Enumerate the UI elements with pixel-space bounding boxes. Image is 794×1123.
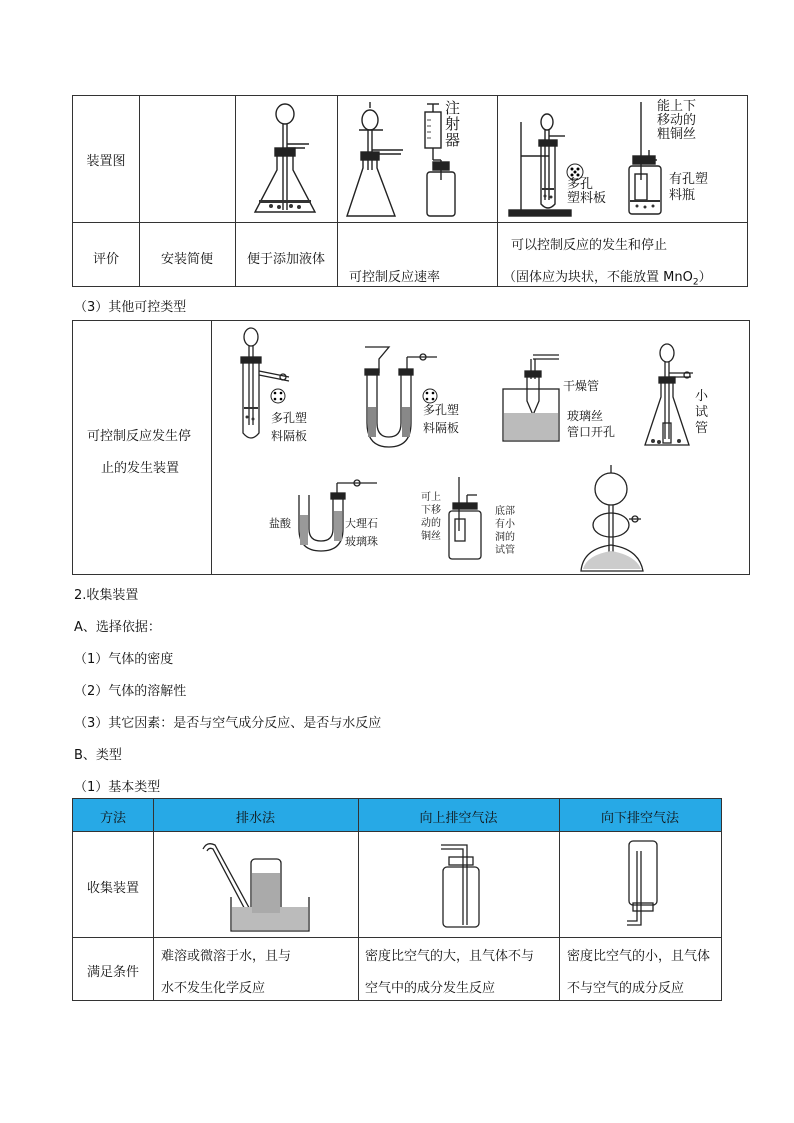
porous-plate-label: 多孔 塑料板 — [567, 177, 607, 206]
device-c-label-2: 玻璃丝 — [567, 409, 604, 423]
header-downward-air: 向下排空气法 — [600, 811, 679, 826]
eval-rate: 可控制反应速率 — [349, 270, 441, 285]
apparatus-table — [72, 95, 748, 287]
basis-title: A、选择依据： — [74, 620, 161, 635]
device-f-label-left: 可上 下移 动的 铜丝 — [421, 492, 441, 542]
device-f-drawing — [443, 475, 493, 565]
devices-label-1: 可控制反应发生停 — [87, 429, 192, 444]
device-d-label-1: 小 — [695, 389, 709, 404]
header-water-displacement: 排水法 — [235, 811, 275, 826]
kipp-apparatus-drawing — [573, 463, 653, 573]
cond-downward-line2: 不与空气的成分反应 — [567, 981, 685, 996]
device-c-drawing — [499, 345, 569, 445]
eval-control-line2: （固体应为块状，不能放置 MnO$_2$） — [503, 270, 712, 288]
row-label-evaluation: 评价 — [92, 252, 119, 267]
row-label-conditions: 满足条件 — [86, 965, 139, 980]
eval-control-line1: 可以控制反应的发生和停止 — [511, 238, 668, 253]
basis-density: （1）气体的密度 — [74, 652, 174, 667]
water-displacement-drawing — [197, 837, 327, 933]
basis-other: （3）其它因素：是否与空气成分反应、是否与水反应 — [74, 716, 382, 731]
device-c-label-1: 干燥管 — [563, 379, 600, 393]
device-d-label-2: 试 — [695, 405, 709, 420]
basic-types-title: （1）基本类型 — [74, 780, 161, 795]
cond-downward-line1: 密度比空气的小，且气体 — [567, 949, 711, 964]
separatory-flask-drawing — [343, 100, 413, 220]
cond-water-line1: 难溶或微溶于水，且与 — [161, 949, 292, 964]
device-e-label-hcl: 盐酸 — [269, 517, 291, 530]
types-title: B、类型 — [74, 748, 122, 763]
device-b-label-2: 料隔板 — [423, 421, 460, 435]
device-d-drawing — [639, 343, 699, 453]
collect-title: 2.收集装置 — [74, 588, 139, 603]
device-f-label-right: 底部 有小 洞的 试管 — [495, 506, 515, 556]
downward-air-drawing — [623, 837, 663, 933]
porous-bottle-label: 有孔塑 料瓶 — [669, 172, 709, 203]
section3-title: （3）其他可控类型 — [74, 300, 187, 315]
row-label-apparatus: 装置图 — [86, 154, 126, 169]
device-b-label-1: 多孔塑 — [423, 403, 460, 417]
upward-air-drawing — [435, 837, 485, 933]
eval-add-liquid: 便于添加液体 — [246, 252, 325, 267]
syringe-label: 注 射 器 — [445, 99, 461, 149]
device-d-label-3: 管 — [695, 421, 709, 436]
eval-simple: 安装简便 — [160, 252, 213, 267]
flask-funnel-drawing — [243, 100, 333, 220]
header-method: 方法 — [99, 811, 126, 826]
controllable-devices-table — [72, 320, 750, 575]
collection-table — [72, 798, 722, 1001]
cond-upward-line2: 空气中的成分发生反应 — [365, 981, 496, 996]
device-e-label-beads: 玻璃珠 — [345, 535, 378, 548]
device-a-label-2: 料隔板 — [271, 429, 308, 443]
devices-label-2: 止的发生装置 — [101, 461, 180, 476]
cond-water-line2: 水不发生化学反应 — [161, 981, 266, 996]
basis-solubility: （2）气体的溶解性 — [74, 684, 187, 699]
row-label-device: 收集装置 — [86, 881, 139, 896]
cond-upward-line1: 密度比空气的大，且气体不与 — [365, 949, 535, 964]
porous-disk-icon — [269, 387, 287, 405]
device-e-label-marble: 大理石 — [345, 517, 378, 530]
copper-wire-label: 能上下 移动的 粗铜丝 — [657, 99, 697, 142]
device-c-label-3: 管口开孔 — [567, 425, 616, 439]
device-a-label-1: 多孔塑 — [271, 411, 308, 425]
header-upward-air: 向上排空气法 — [419, 811, 498, 826]
